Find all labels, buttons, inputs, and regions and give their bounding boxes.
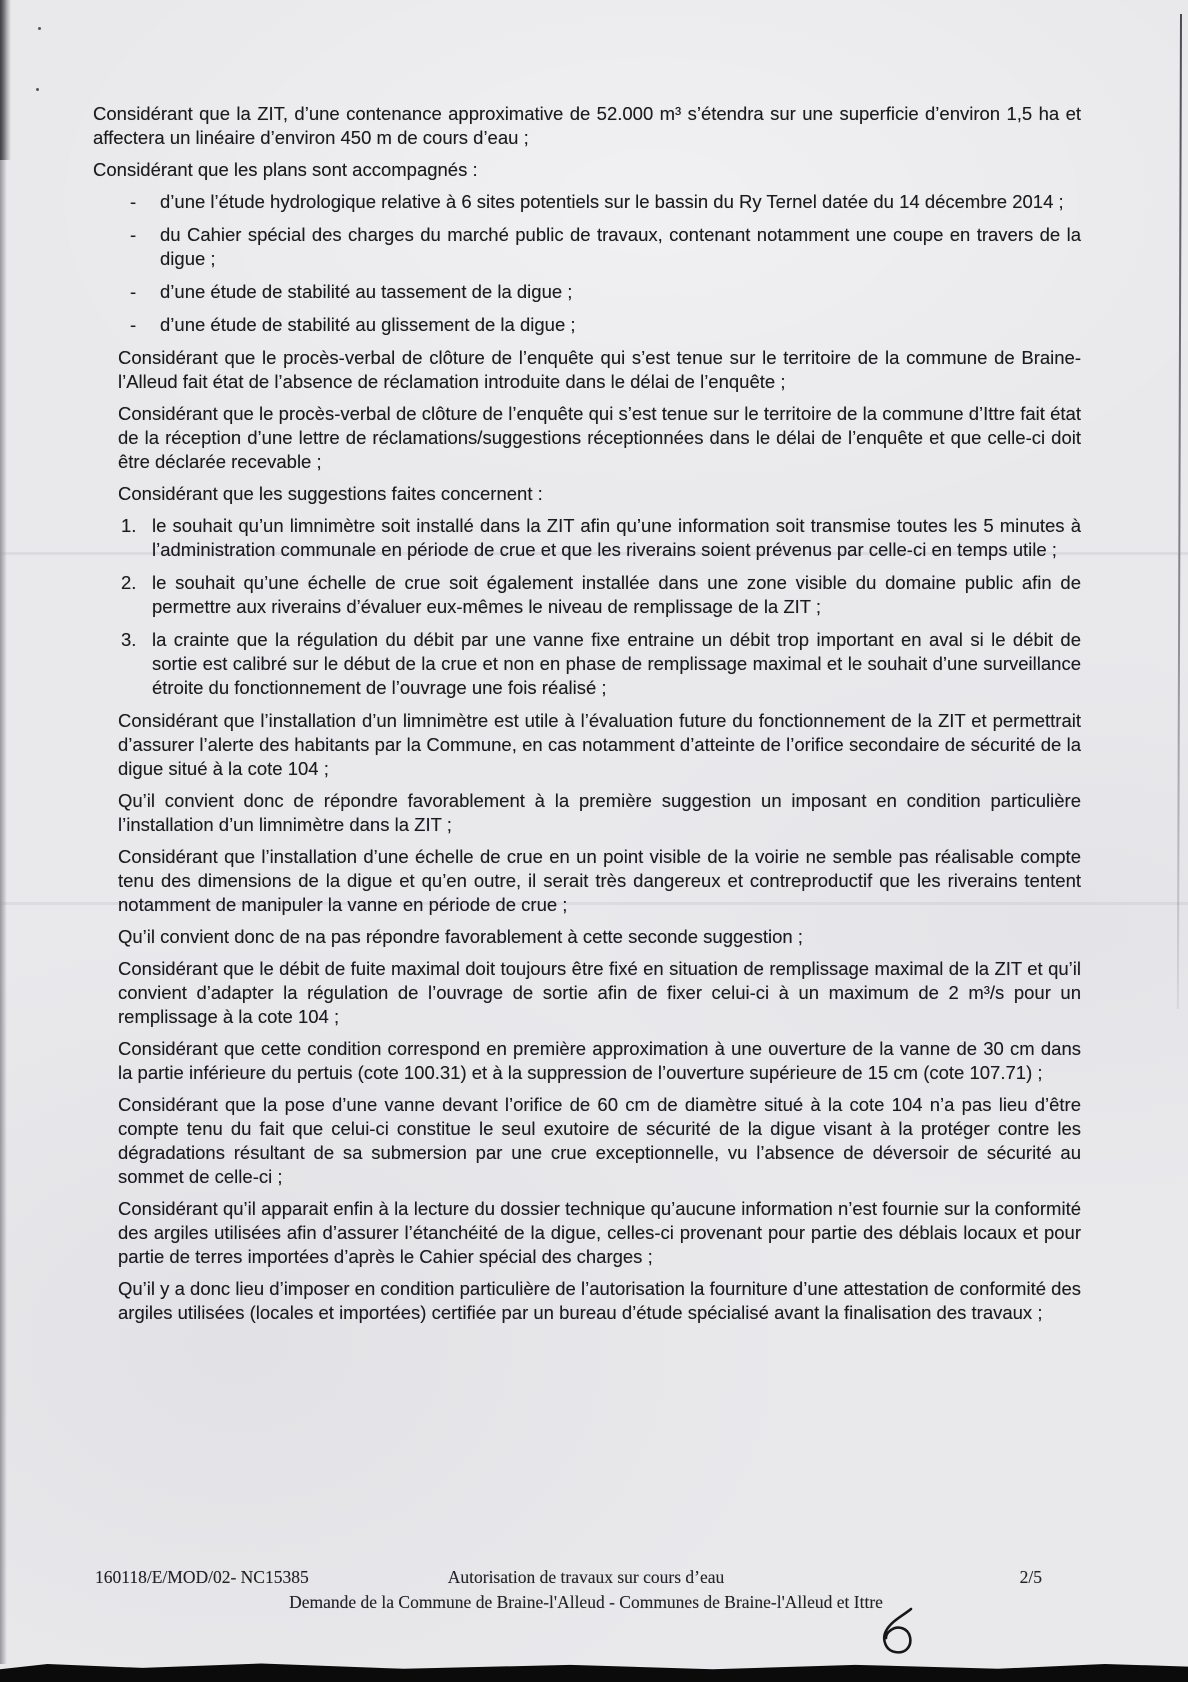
paragraph-text: d’une étude de stabilité au glissement de la digue ; [160, 314, 576, 335]
scan-speck [36, 88, 39, 91]
paragraph-text: d’une étude de stabilité au tassement de la digue ; [160, 281, 573, 302]
paragraph-text: le souhait qu’une échelle de crue soit également installée dans une zone visible du domaine public afin de permettre aux riverains d’évaluer eux-mêmes le niveau de remplissage de la ZIT ; [152, 572, 1081, 617]
paragraph: Considérant que les plans sont accompagnés : [93, 159, 478, 180]
paragraph: Considérant que la pose d’une vanne devant l’orifice de 60 cm de diamètre situé à la cote 104 n’a pas lieu d’être compte tenu du fait que celui-ci constitue le seul exutoire de sécurité de la digue visant à la protéger contre les dégradations résultant de sa submersion par une crue exceptionnelle, vu l’absence de déversoir de sécurité au sommet de celle-ci ; [118, 1094, 1081, 1187]
handwritten-mark-6 [878, 1606, 920, 1656]
page-footer [95, 1567, 1077, 1613]
paragraph-text: la crainte que la régulation du débit par une vanne fixe entraine un débit trop important en aval si le débit de sortie est calibré sur le début de la crue et non en phase de remplissage maximal et le souhait d’une surveillance étroite du fonctionnement de l’ouvrage une fois réalisé ; [152, 629, 1081, 698]
footer-title: Autorisation de travaux sur cours d’eau [447, 1567, 725, 1587]
paragraph: Considérant que le procès-verbal de clôture de l’enquête qui s’est tenue sur le territoire de la commune d’Ittre fait état de la réception d’une lettre de réclamations/suggestions réceptionnées dans le délai de l’enquête et que celle-ci doit être déclarée recevable ; [118, 403, 1081, 472]
page-number: 2/5 [1019, 1567, 1042, 1587]
numbered-item [121, 628, 1081, 700]
paragraph: Considérant que les suggestions faites concernent : [118, 483, 543, 504]
list-marker: 3. [121, 629, 137, 650]
paragraph: Considérant que le débit de fuite maximal doit toujours être fixé en situation de remplissage maximal de la ZIT et qu’il convient d’adapter la régulation de l’ouvrage de sortie afin de fixer celui-ci à un maximum de 2 m³/s pour un remplissage à la cote 104 ; [118, 958, 1081, 1027]
paragraph: Qu’il convient donc de na pas répondre favorablement à cette seconde suggestion ; [118, 926, 803, 947]
list-marker: 2. [121, 572, 137, 593]
list-marker: 1. [121, 515, 137, 536]
list-marker: - [130, 224, 137, 245]
paragraph: Qu’il y a donc lieu d’imposer en condition particulière de l’autorisation la fourniture d’une attestation de conformité des argiles utilisées (locales et importées) certifiée par un bureau d’étude spécialisé avant la finalisation des travaux ; [118, 1278, 1081, 1323]
scan-bottom-band [0, 1660, 1188, 1682]
paragraph-list [93, 102, 1081, 1325]
document-reference: 160118/E/MOD/02- NC15385 [95, 1567, 309, 1587]
scan-edge-left [0, 0, 7, 1664]
paragraph-text: du Cahier spécial des charges du marché public de travaux, contenant notamment une coupe en travers de la digue ; [160, 224, 1081, 269]
list-marker: - [130, 191, 137, 212]
footer-row [95, 1567, 1077, 1589]
paragraph: Considérant que la ZIT, d’une contenance approximative de 52.000 m³ s’étendra sur une superficie d’environ 1,5 ha et affectera un linéaire d’environ 450 m de cours d’eau ; [93, 103, 1081, 148]
numbered-item [121, 571, 1081, 619]
footer-subtitle: Demande de la Commune de Braine-l'Alleud - Communes de Braine-l'Alleud et Ittre [289, 1592, 883, 1612]
paragraph: Considérant que cette condition correspond en première approximation à une ouverture de la vanne de 30 cm dans la partie inférieure du pertuis (cote 100.31) et à la suppression de l’ouverture supérieure de 15 cm (cote 107.71) ; [118, 1038, 1081, 1083]
paragraph: Considérant que le procès-verbal de clôture de l’enquête qui s’est tenue sur le territoire de la commune de Braine-l’Alleud fait état de l’absence de réclamation introduite dans le délai de l’enquête ; [118, 347, 1081, 392]
bullet-item [130, 190, 1081, 214]
list-marker: - [130, 314, 137, 335]
scan-edge-right-line [1177, 14, 1182, 1009]
paragraph: Considérant que l’installation d’un limnimètre est utile à l’évaluation future du fonctionnement de la ZIT et permettrait d’assurer l’alerte des habitants par la Commune, en cas notamment d’atteinte de l’orifice secondaire de sécurité de la digue situé à la cote 104 ; [118, 710, 1081, 779]
paragraph-text: d’une l’étude hydrologique relative à 6 sites potentiels sur le bassin du Ry Ternel datée du 14 décembre 2014 ; [160, 191, 1064, 212]
scan-edge-left-top [0, 0, 11, 160]
document-body [93, 102, 1081, 1333]
paragraph-text: le souhait qu’un limnimètre soit installé dans la ZIT afin qu’une information soit transmise toutes les 5 minutes à l’administration communale en période de crue et que les riverains soient prévenus par celle-ci en temps utile ; [152, 515, 1081, 560]
bullet-item [130, 280, 1081, 304]
paragraph: Considérant qu’il apparait enfin à la lecture du dossier technique qu’aucune information n’est fournie sur la conformité des argiles utilisées afin d’assurer l’étanchéité de la digue, celles-ci provenant pour partie des déblais locaux et pour partie de terres importées d’après le Cahier spécial des charges ; [118, 1198, 1081, 1267]
bullet-item [130, 313, 1081, 337]
scan-speck [38, 27, 41, 30]
list-marker: - [130, 281, 137, 302]
paragraph: Considérant que l’installation d’une échelle de crue en un point visible de la voirie ne semble pas réalisable compte tenu des dimensions de la digue et qu’en outre, il serait très dangereux et contreproductif que les riverains tentent notamment de manipuler la vanne en période de crue ; [118, 846, 1081, 915]
bullet-item [130, 223, 1081, 271]
paragraph: Qu’il convient donc de répondre favorablement à la première suggestion un imposant en condition particulière l’installation d’un limnimètre dans la ZIT ; [118, 790, 1081, 835]
numbered-item [121, 514, 1081, 562]
